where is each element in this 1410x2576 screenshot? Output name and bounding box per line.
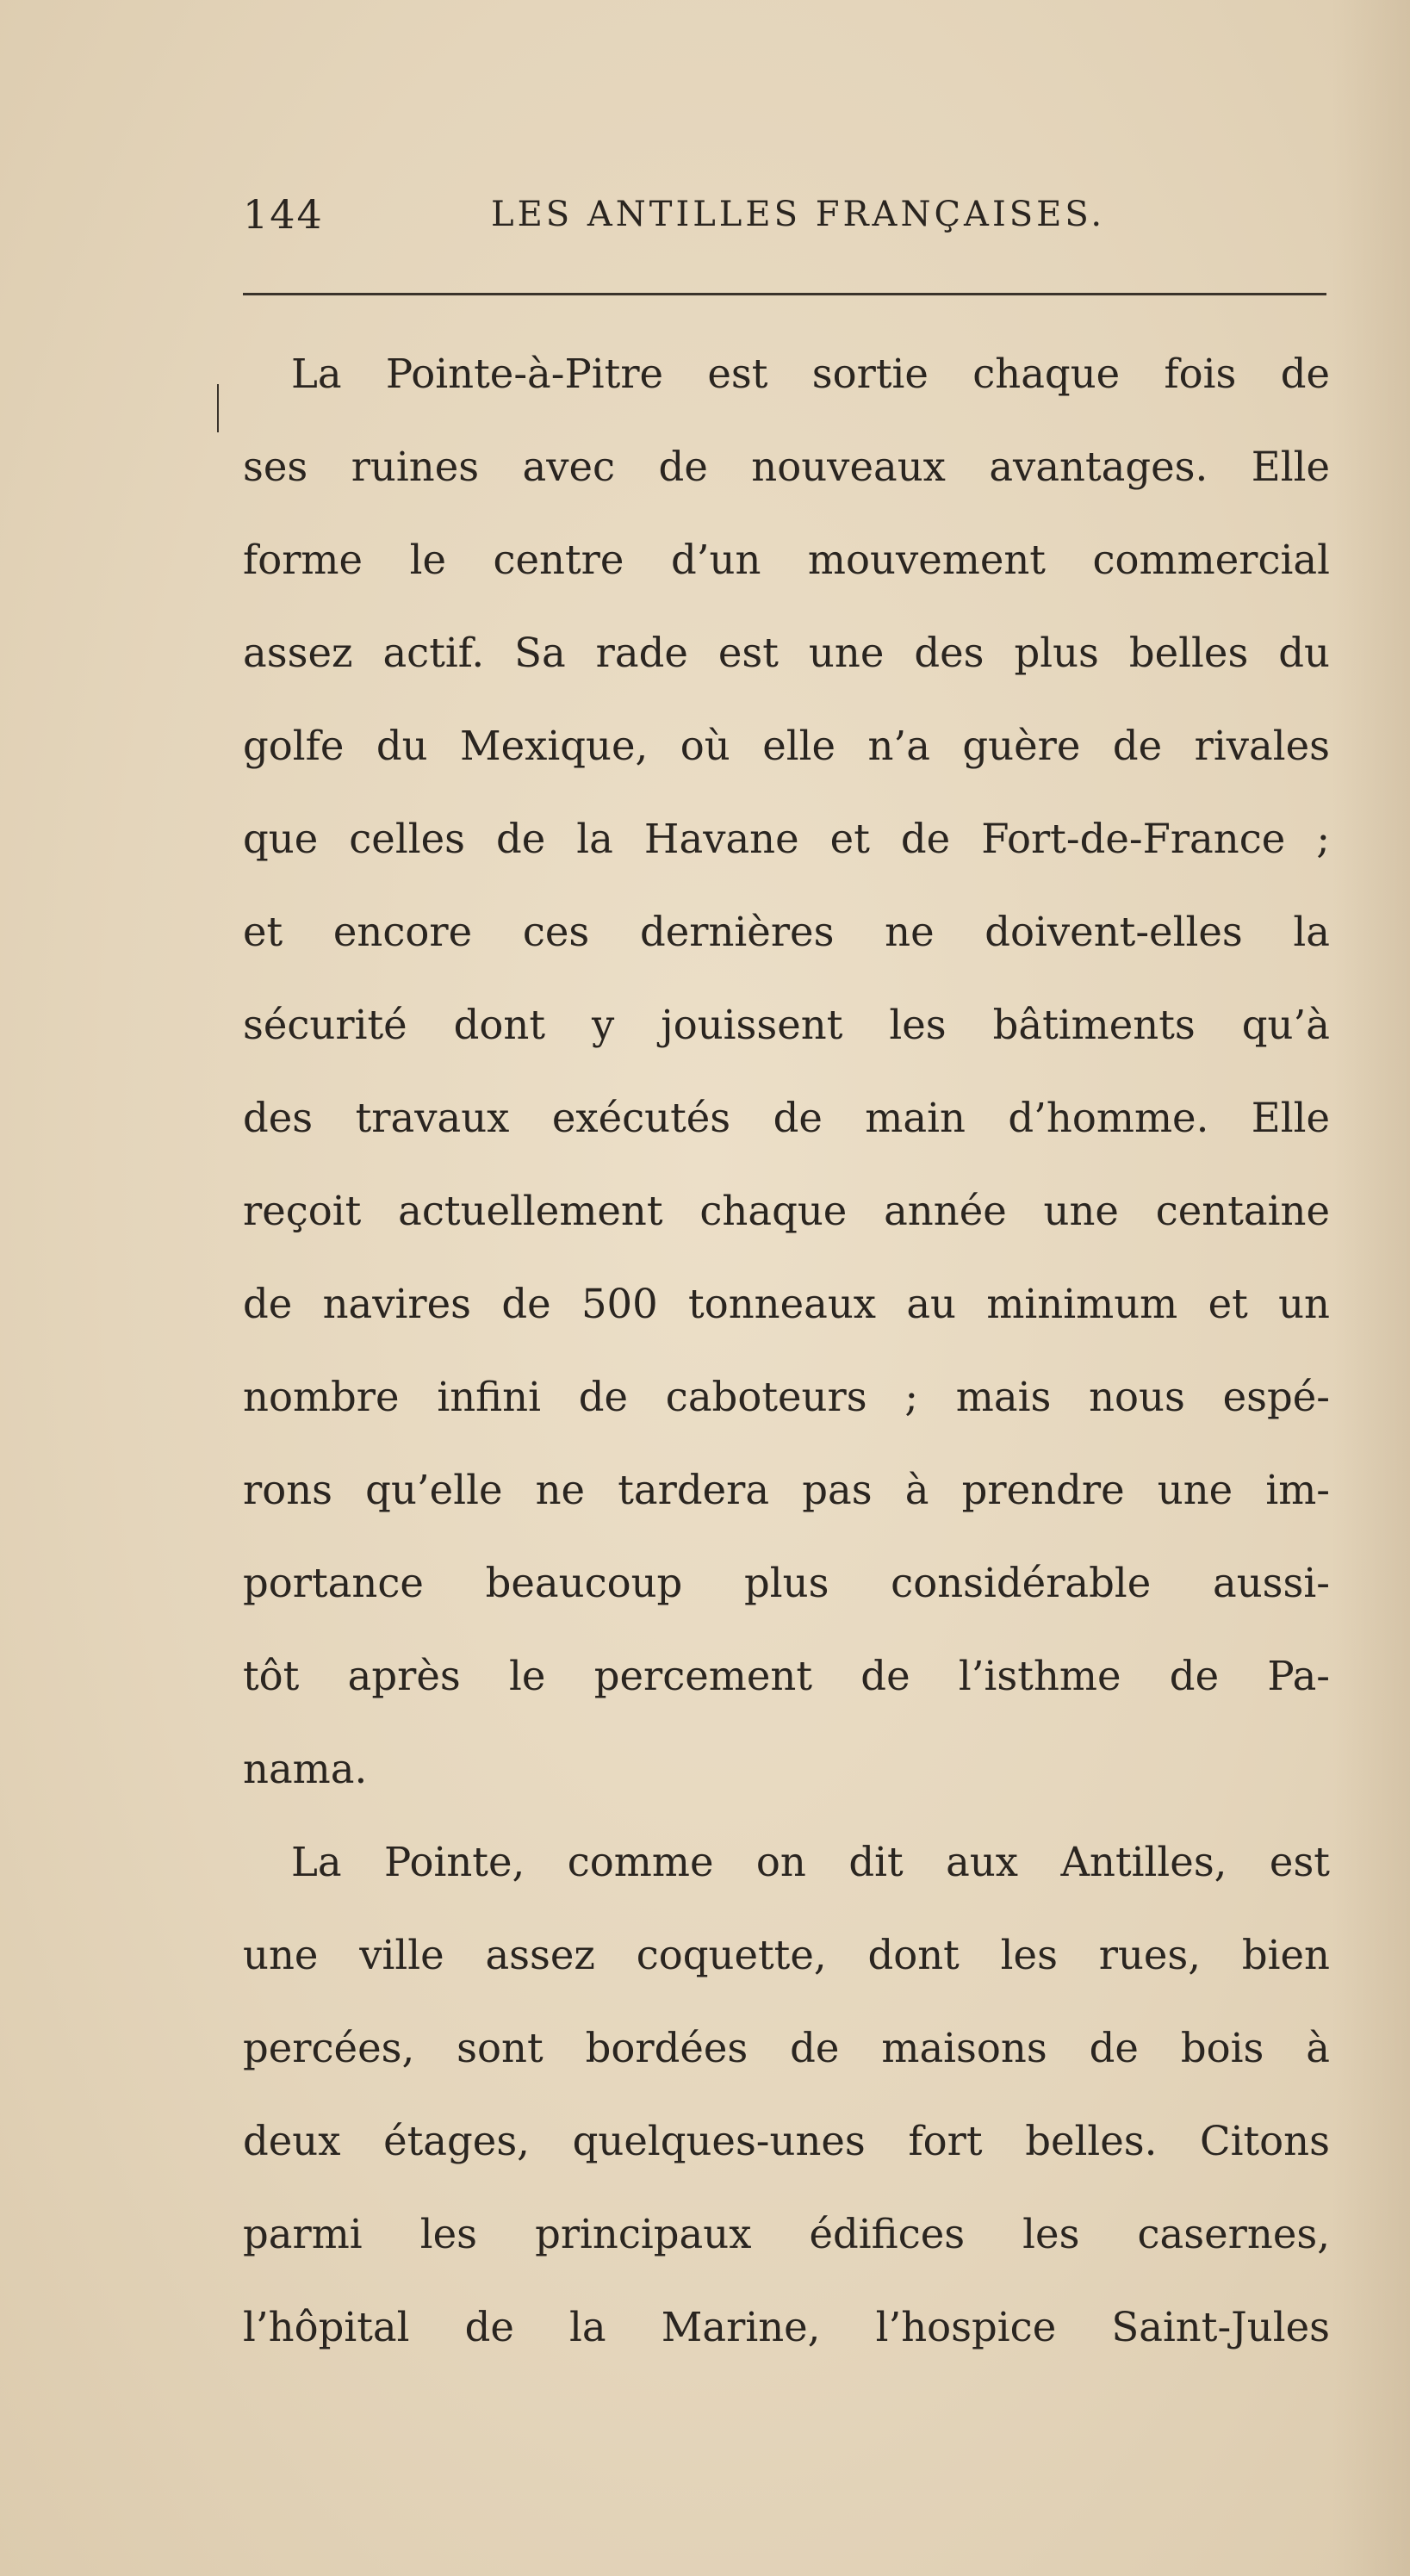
text-line: portance beaucoup plus considérable aussi-: [243, 1560, 1330, 1606]
text-line: forme le centre d’un mouvement commercial: [243, 537, 1330, 583]
text-line: nama.: [243, 1746, 368, 1792]
text-line: et encore ces dernières ne doivent-elles la: [243, 909, 1330, 955]
text-line: une ville assez coquette, dont les rues, bien: [243, 1932, 1330, 1978]
text-line: percées, sont bordées de maisons de bois à: [243, 2025, 1330, 2071]
text-line: La Pointe-à-Pitre est sortie chaque fois de: [291, 351, 1330, 397]
text-line: reçoit actuellement chaque année une centaine: [243, 1188, 1330, 1234]
margin-mark: [217, 384, 219, 432]
text-line: nombre infini de caboteurs ; mais nous espé-: [243, 1374, 1330, 1420]
page-number: 144: [243, 191, 324, 238]
text-line: tôt après le percement de l’isthme de Pa-: [243, 1653, 1330, 1699]
page-header: [243, 191, 1328, 251]
text-line: parmi les principaux édifices les casernes,: [243, 2211, 1330, 2257]
text-line: La Pointe, comme on dit aux Antilles, est: [291, 1839, 1330, 1885]
paragraph-2: [243, 1816, 1330, 2374]
text-line: assez actif. Sa rade est une des plus belles du: [243, 630, 1330, 676]
text-line: rons qu’elle ne tardera pas à prendre une im-: [243, 1467, 1330, 1513]
text-line: ses ruines avec de nouveaux avantages. Elle: [243, 444, 1330, 490]
text-line: que celles de la Havane et de Fort-de-France ;: [243, 816, 1330, 862]
running-head: LES ANTILLES FRANÇAISES.: [491, 195, 1106, 234]
text-line: deux étages, quelques-unes fort belles. Citons: [243, 2118, 1330, 2164]
text-line: golfe du Mexique, où elle n’a guère de rivales: [243, 723, 1330, 769]
text-line: l’hôpital de la Marine, l’hospice Saint-Jules: [243, 2304, 1330, 2350]
body-text: [243, 327, 1330, 2374]
page-edge-shadow: [1332, 0, 1410, 2576]
header-rule: [243, 293, 1326, 295]
text-line: des travaux exécutés de main d’homme. Elle: [243, 1095, 1330, 1141]
text-line: sécurité dont y jouissent les bâtiments qu’à: [243, 1002, 1330, 1048]
text-line: de navires de 500 tonneaux au minimum et un: [243, 1281, 1330, 1327]
paragraph-1: [243, 327, 1330, 1816]
